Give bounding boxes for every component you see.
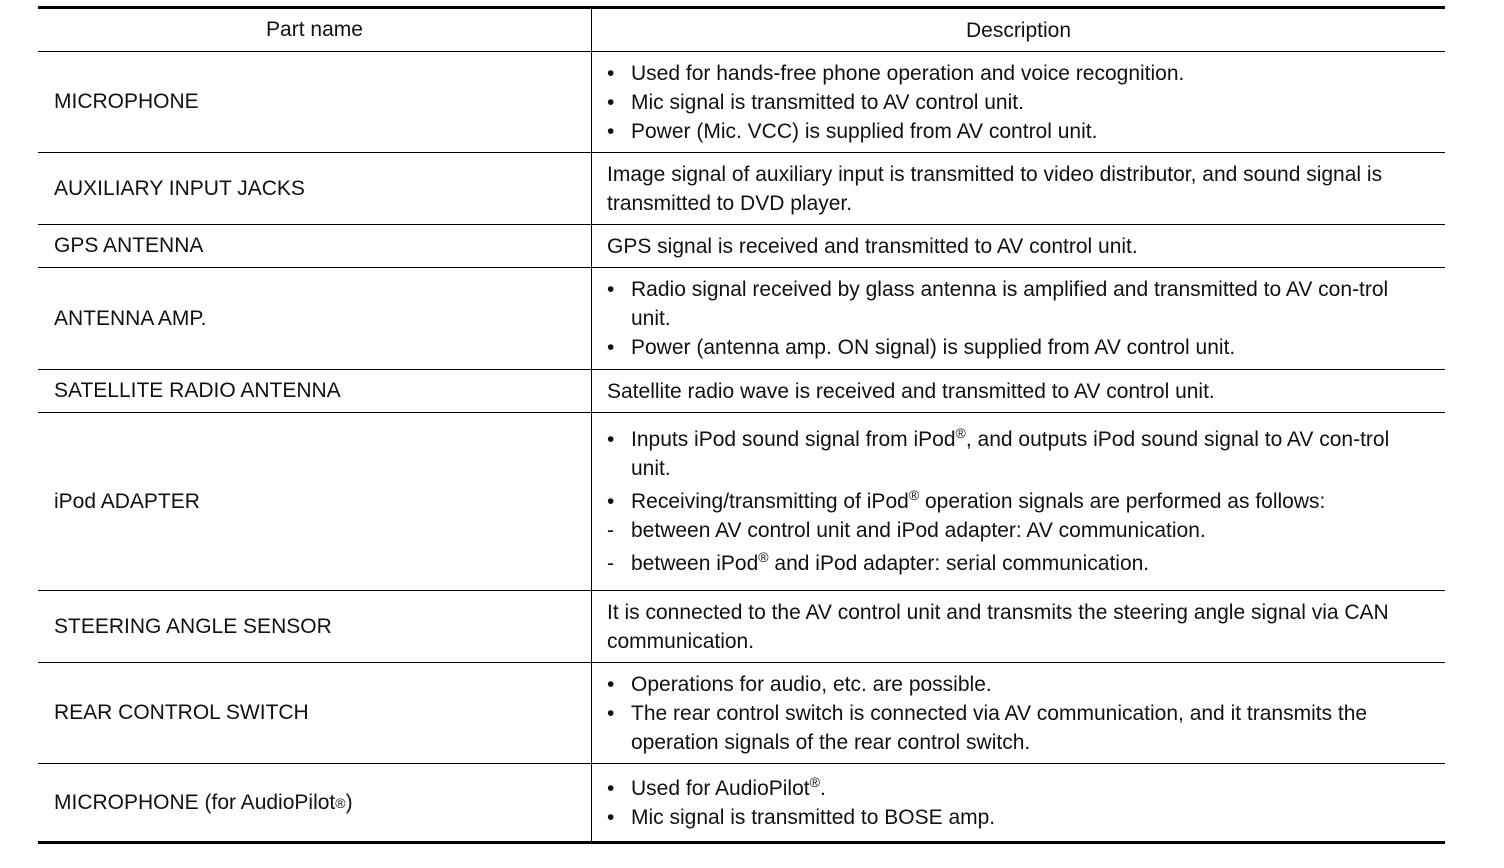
description-text: Image signal of auxiliary input is transmitted to video distributor, and sound signal is transmitted to DVD player. xyxy=(607,162,1383,215)
list-item xyxy=(607,516,1433,545)
list-item-text: Power (Mic. VCC) is supplied from AV control unit. xyxy=(631,119,1098,143)
list-item-text: Operations for audio, etc. are possible. xyxy=(631,672,992,696)
description-text: It is connected to the AV control unit and transmits the steering angle signal via CAN communication. xyxy=(607,600,1389,653)
list-item-text: between AV control unit and iPod adapter: AV communication. xyxy=(631,519,1206,542)
part-description xyxy=(592,663,1445,763)
part-name: ANTENNA AMP. xyxy=(38,268,592,369)
list-item xyxy=(607,699,1433,757)
list-item xyxy=(607,117,1433,146)
table-row xyxy=(38,52,1445,153)
list-item xyxy=(607,59,1433,88)
table-row xyxy=(38,413,1445,591)
list-item-text: Power (antenna amp. ON signal) is supplied from AV control unit. xyxy=(631,336,1236,359)
part-description xyxy=(592,225,1445,267)
header-part-name: Part name xyxy=(38,9,592,51)
bullet-marker: • xyxy=(607,90,615,114)
list-item xyxy=(607,549,1433,578)
list-item xyxy=(607,487,1433,516)
table-row xyxy=(38,153,1445,225)
table-row xyxy=(38,370,1445,413)
list-item-text: The rear control switch is connected via AV communication, and it transmits the operation signals of the rear control switch. xyxy=(631,701,1368,754)
list-item-text xyxy=(631,549,1433,578)
part-name: iPod ADAPTER xyxy=(38,413,592,590)
table-row xyxy=(38,591,1445,663)
list-item xyxy=(607,803,1433,832)
list-item-text xyxy=(631,487,1433,516)
bullet-marker: • xyxy=(607,701,615,725)
part-description xyxy=(592,764,1445,841)
part-description xyxy=(592,370,1445,412)
list-item-text: Used for hands-free phone operation and voice recognition. xyxy=(631,61,1185,85)
table-header-row xyxy=(38,9,1445,52)
part-name: AUXILIARY INPUT JACKS xyxy=(38,153,592,224)
registered-mark: ® xyxy=(809,773,820,790)
bullet-marker: • xyxy=(607,805,615,829)
part-name: STEERING ANGLE SENSOR xyxy=(38,591,592,662)
bullet-marker: • xyxy=(607,672,615,696)
list-item xyxy=(607,88,1433,117)
text-part: between iPod xyxy=(631,552,759,575)
text-part: . xyxy=(819,776,826,800)
header-description: Description xyxy=(965,18,1072,42)
text-part: , and outputs iPod sound signal to AV con-trol unit. xyxy=(631,428,1390,480)
part-description xyxy=(592,153,1445,224)
bullet-marker: • xyxy=(607,119,615,143)
text-part: Inputs iPod sound signal from iPod xyxy=(631,428,956,451)
part-description xyxy=(592,413,1445,590)
text-part: Receiving/transmitting of iPod xyxy=(631,490,909,513)
bullet-marker: • xyxy=(607,336,615,359)
text-part: and iPod adapter: serial communication. xyxy=(768,552,1150,575)
bullet-marker: • xyxy=(607,776,615,800)
list-item-text: Mic signal is transmitted to AV control unit. xyxy=(631,90,1024,114)
dash-marker: - xyxy=(607,552,614,575)
list-item-text: Mic signal is transmitted to BOSE amp. xyxy=(631,805,996,829)
bullet-marker: • xyxy=(607,61,615,85)
table-row xyxy=(38,225,1445,268)
part-name: MICROPHONE xyxy=(38,52,592,152)
text-part: operation signals are performed as follows: xyxy=(919,490,1326,513)
description-text: GPS signal is received and transmitted to AV control unit. xyxy=(607,234,1138,258)
list-item xyxy=(607,275,1433,333)
table-row xyxy=(38,268,1445,370)
part-description xyxy=(592,268,1445,369)
text-part: ) xyxy=(345,790,353,814)
list-item xyxy=(607,425,1433,483)
part-name: REAR CONTROL SWITCH xyxy=(38,663,592,763)
text-part: Used for AudioPilot xyxy=(631,776,810,800)
list-item-text xyxy=(631,425,1433,483)
dash-marker: - xyxy=(607,519,614,542)
part-name: GPS ANTENNA xyxy=(38,225,592,267)
part-name: MICROPHONE (for AudioPilot ® ) xyxy=(38,764,592,841)
table-row xyxy=(38,764,1445,841)
registered-mark: ® xyxy=(955,425,966,441)
bullet-marker: • xyxy=(607,490,615,513)
bullet-marker: • xyxy=(607,278,615,301)
text-part: MICROPHONE (for AudioPilot xyxy=(54,790,336,814)
list-item-text: Radio signal received by glass antenna is amplified and transmitted to AV con-trol unit. xyxy=(631,278,1389,330)
registered-mark: ® xyxy=(758,549,769,565)
table-row xyxy=(38,663,1445,764)
list-item xyxy=(607,774,1433,803)
list-item-text xyxy=(631,774,1433,803)
registered-mark: ® xyxy=(908,487,920,503)
part-description xyxy=(592,52,1445,152)
list-item xyxy=(607,333,1433,362)
part-name: SATELLITE RADIO ANTENNA xyxy=(38,370,592,412)
bullet-marker: • xyxy=(607,428,615,451)
parts-table xyxy=(38,6,1445,844)
list-item xyxy=(607,670,1433,699)
description-text: Satellite radio wave is received and transmitted to AV control unit. xyxy=(607,379,1215,403)
part-description xyxy=(592,591,1445,662)
